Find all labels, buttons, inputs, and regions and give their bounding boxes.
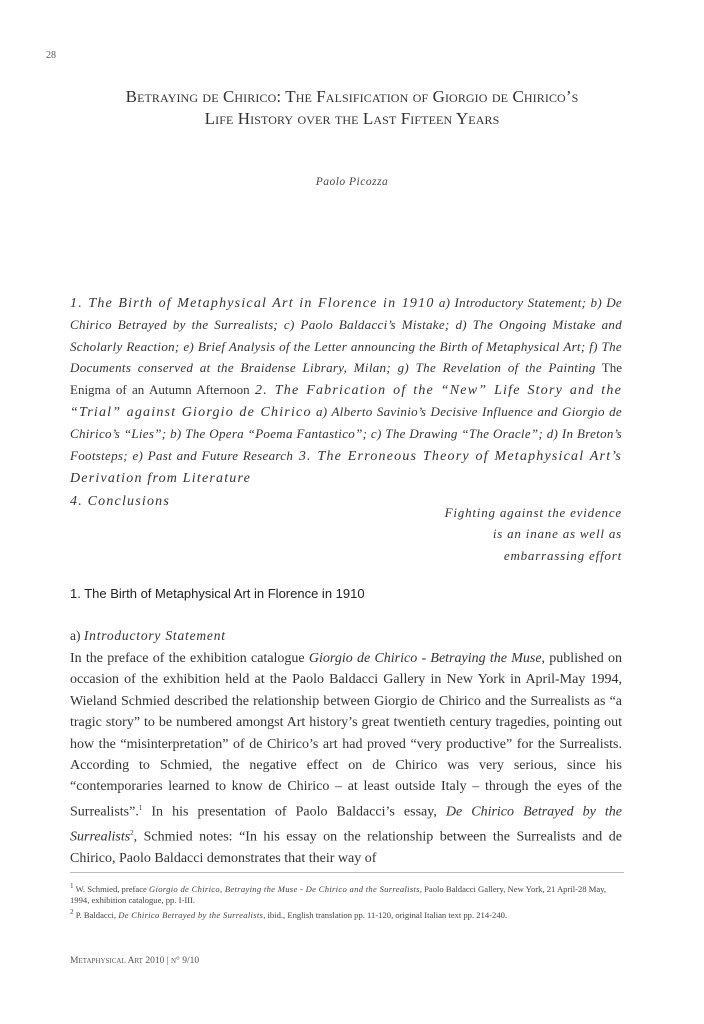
footnote (70, 881, 624, 907)
article-title (60, 86, 644, 130)
page-number: 28 (46, 50, 56, 61)
footnote-text: Giorgio de Chirico, Betraying the Muse - De Chirico and the Surrealists (149, 883, 420, 894)
body-text-run: Giorgio de Chirico - Betraying the Muse (308, 651, 542, 666)
body-text-run: , Schmied notes: “In his essay on the relationship between the Surrealists and de Chirico, Paolo Baldacci demonstrates that their way of (70, 829, 622, 866)
body-text-run: De Chirico Betrayed by the Surrealists (70, 804, 622, 845)
toc-entry: 3. The Erroneous Theory of Metaphysical Art’s Derivation from Literature (70, 448, 622, 487)
body-text-run: , published on occasion of the exhibition held at the Paolo Baldacci Gallery in New York in April-May 1994, Wieland Schmied described the relationship between Giorgio de Chirico and the Surrealists as “a tragic story” to be numbered amongst Art history’s great twentieth century tragedies, pointing out how the “misinterpretation” of de Chirico’s art had proved “very productive” for the Surrealists. According to Schmied, the negative effect on de Chirico was very serious, since his “contemporaries learned to know de Chirico – at least outside Italy – through the eyes of the Surrealists”. (70, 651, 622, 820)
footnote-text: , ibid., English translation pp. 11-120, original Italian text pp. 214-240. (263, 909, 508, 920)
footnote-text: W. Schmied, preface (73, 883, 149, 894)
footnote-ref: 1 (138, 803, 143, 812)
footnote-text: De Chirico Betrayed by the Surrealists (118, 909, 264, 920)
epigraph-line: is an inane as well as (492, 526, 622, 542)
toc-entry: The Enigma of an Autumn Afternoon (70, 360, 622, 397)
article-title-line-2: Life History over the Last Fifteen Years (204, 109, 500, 128)
toc-entry: 4. Conclusions (70, 493, 171, 509)
epigraph (322, 502, 622, 566)
journal-footer: Metaphysical Art 2010 | n° 9/10 (70, 956, 200, 966)
body-text-run: In his presentation of Paolo Baldacci’s essay, (142, 804, 446, 820)
subsection-title: Introductory Statement (83, 628, 226, 643)
toc-entry: 1. The Birth of Metaphysical Art in Florence in 1910 (70, 296, 435, 311)
toc-entry: a) Alberto Savinio’s Decisive Influence and Giorgio de Chirico’s “Lies”; b) The Opera “Poema Fantastico”; c) The Drawing “The Oracle”; d) In Breton’s Footsteps; e) Past and Future Research (70, 404, 623, 463)
footnote-number: 1 (70, 882, 74, 890)
footnote-number: 2 (70, 907, 74, 916)
footnote (70, 907, 624, 921)
footnote-divider (70, 872, 624, 873)
table-of-contents (70, 292, 622, 512)
footnote-text: P. Baldacci, (73, 909, 119, 920)
footnotes (70, 881, 624, 921)
footnote-ref: 2 (130, 828, 134, 837)
epigraph-line: embarrassing effort (503, 547, 622, 563)
article-title-line-1: Betraying de Chirico: The Falsification of Giorgio de Chirico’s (125, 87, 579, 106)
subsection-heading (70, 628, 226, 644)
toc-entry: 2. The Fabrication of the “New” Life Story and the “Trial” against Giorgio de Chirico (70, 382, 622, 421)
body-text-run: In the preface of the exhibition catalogue (70, 651, 309, 666)
toc-entry: a) Introductory Statement; b) De Chirico Betrayed by the Surrealists; c) Paolo Baldacci’s Mistake; d) The Ongoing Mistake and Scholarly Reaction; e) Brief Analysis of the Letter announcing the Birth of Metaphysical Art; f) The Documents conserved at the Braidense Library, Milan; g) The Revelation of the Painting (70, 295, 622, 376)
body-paragraph (70, 648, 622, 869)
subsection-prefix: a) (70, 628, 84, 643)
epigraph-line: Fighting against the evidence (444, 505, 622, 520)
author-name: Paolo Picozza (315, 176, 389, 188)
section-heading: 1. The Birth of Metaphysical Art in Florence in 1910 (70, 586, 365, 601)
footnote-text: , Paolo Baldacci Gallery, New York, 21 April-28 May, 1994, exhibition catalogue, pp. I-III. (70, 883, 607, 906)
